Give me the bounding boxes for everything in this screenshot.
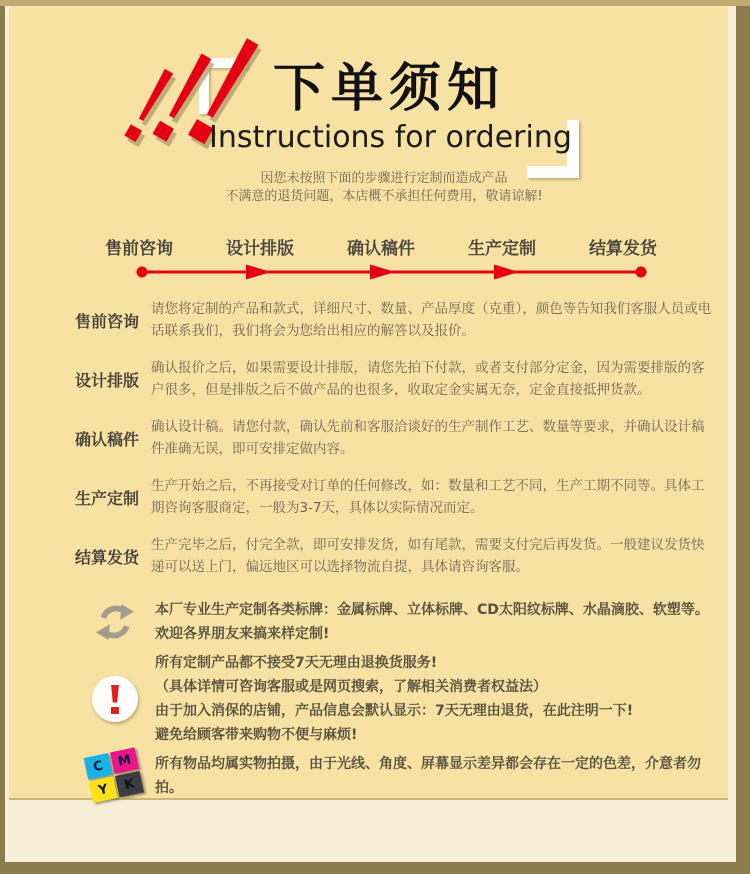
step-description: 确认设计稿。请您付款，确认先前和客服洽谈好的生产制作工艺、数量等要求，并确认设计稿件准确无误，即可安排定做内容。 [151,419,705,457]
step-description: 确认报价之后，如果需要设计排版，请您先拍下付款，或者支付部分定金，因为需要排版的客户很多，但是排版之后不做产品的也很多，收取定金实属无奈，定金直接抵押货款。 [151,360,705,398]
step-detail-row [75,475,712,519]
notice-text [155,651,715,747]
intro-text [134,170,634,206]
step-label: 设计排版 [75,370,140,390]
notice-line: 避免给顾客带来购物不便与麻烦! [155,727,358,743]
step-detail-row [75,534,712,578]
page-title: 下单须知 [272,59,505,119]
order-process-flow [105,234,657,281]
step-label: 确认稿件 [75,429,140,449]
step-detail-list [75,298,712,593]
notice-row [75,752,715,800]
step-label: 生产定制 [75,488,140,508]
flow-step-confirm: 确认稿件 [347,239,415,259]
notice-list [75,598,715,805]
notice-line: 所有定制产品都不接受7天无理由退换货服务! [155,655,438,671]
recycle-icon [94,601,136,643]
flow-step-labels [105,234,657,259]
exclamation-icon [92,676,138,722]
notice-line: 所有物品均属实物拍摄，由于光线、角度、屏幕显示差异都会存在一定的色差，介意者勿拍。 [155,756,701,796]
flow-step-production: 生产定制 [468,239,536,259]
intro-line-2: 不满意的退货问题，本店概不承担任何费用，敬请谅解! [225,189,543,204]
step-description: 生产开始之后，不再接受对订单的任何修改，如：数量和工艺不同，生产工期不同等。具体工期咨询客服商定，一般为3-7天，具体以实际情况而定。 [151,478,705,516]
notice-text [155,598,715,646]
order-instructions-card [9,6,728,800]
flow-step-shipping: 结算发货 [589,239,657,259]
flow-arrow-line-icon [105,263,657,281]
step-detail-row [75,357,712,401]
step-description: 生产完毕之后，付完全款，即可安排发货，如有尾款，需要支付完后再发货。一般建议发货快递可以送上门，偏远地区可以选择物流自提，具体请咨询客服。 [151,537,705,575]
step-label: 结算发货 [75,547,140,567]
flow-step-presale: 售前咨询 [105,239,173,259]
notice-line: 本厂专业生产定制各类标牌：金属标牌、立体标牌、CD太阳纹标牌、水晶滴胶、软塑等。 [155,602,709,618]
notice-text [155,752,715,800]
notice-row [75,651,715,747]
flow-step-design: 设计排版 [226,239,294,259]
notice-line: （具体详情可咨询客服或是网页搜索，了解相关消费者权益法） [155,679,547,695]
header-title-block [209,58,572,155]
step-detail-row [75,298,712,342]
step-detail-row [75,416,712,460]
step-label: 售前咨询 [75,311,140,331]
notice-line: 由于加入消保的店铺，产品信息会默认显示：7天无理由退货，在此注明一下! [155,703,634,719]
notice-line: 欢迎各界朋友来搞来样定制! [155,626,330,642]
page-subtitle: Instructions for ordering [209,120,572,155]
notice-row [75,598,715,646]
intro-line-1: 因您未按照下面的步骤进行定制而造成产品 [260,171,508,186]
step-description: 请您将定制的产品和款式，详细尺寸、数量、产品厚度（克重），颜色等告知我们客服人员或电话联系我们，我们将会为您给出相应的解答以及报价。 [151,301,712,339]
cmyk-icon: C M Y K [84,747,147,805]
